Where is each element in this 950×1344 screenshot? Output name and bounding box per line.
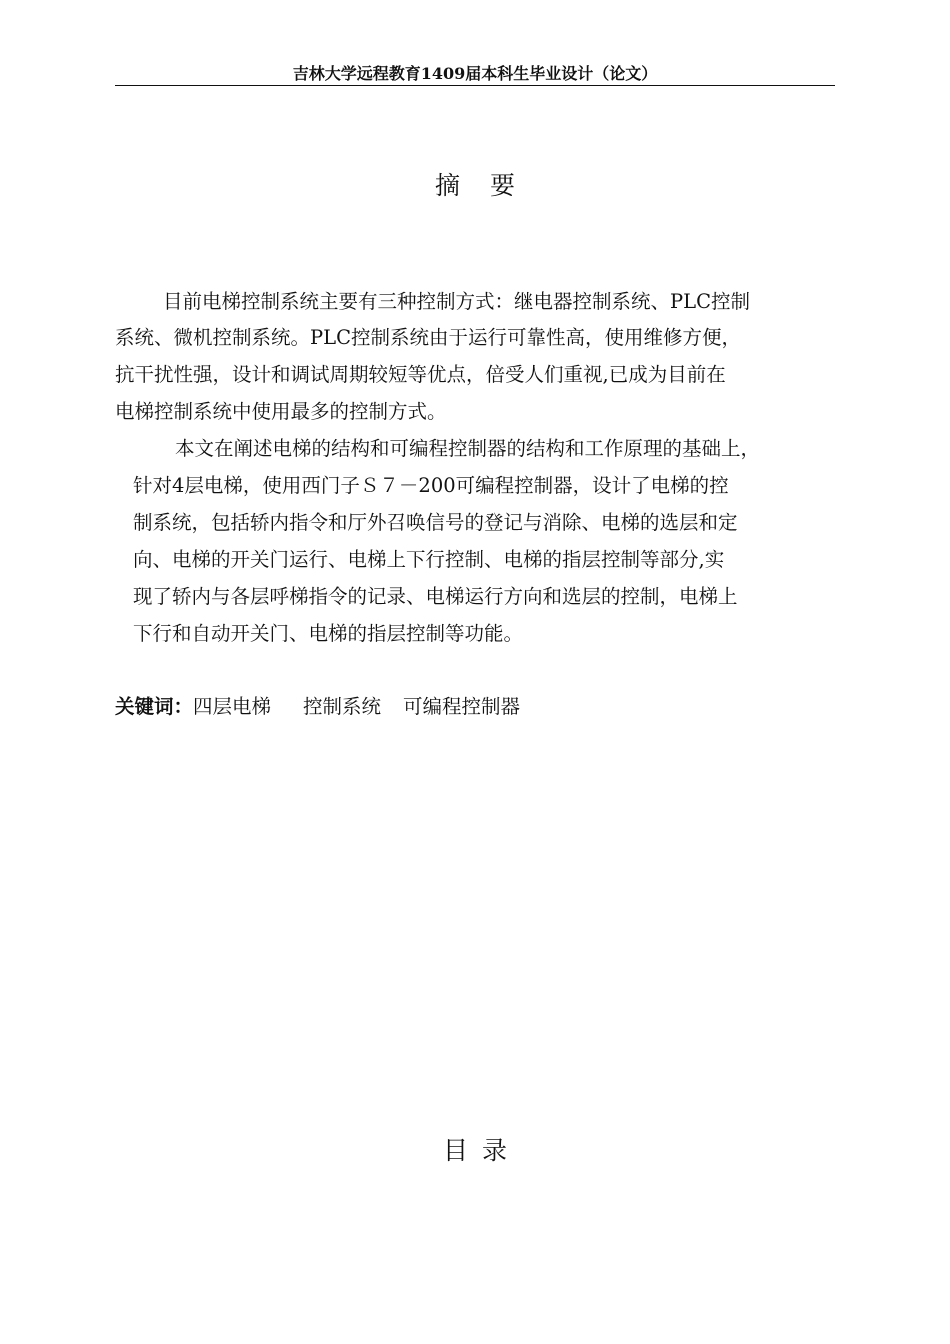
abstract-p1-line-4: 电梯控制系统中使用最多的控制方式。: [115, 400, 447, 423]
abstract-title: [0, 168, 950, 204]
abstract-p2-line-1: 本文在阐述电梯的结构和可编程控制器的结构和工作原理的基础上，: [175, 437, 761, 460]
abstract-p1-line-3: 抗干扰性强，设计和调试周期较短等优点，倍受人们重视,已成为目前在: [115, 363, 726, 386]
toc-title-char-1: 目: [442, 1136, 468, 1165]
abstract-p2-line-5: 现了轿内与各层呼梯指令的记录、电梯运行方向和选层的控制，电梯上: [133, 585, 738, 608]
abstract-p2-line-3: 制系统，包括轿内指令和厅外召唤信号的登记与消除、电梯的选层和定: [133, 511, 738, 534]
toc-title: [0, 1133, 950, 1169]
toc-title-char-2: 录: [482, 1136, 508, 1165]
abstract-p1-line-2: 系统、微机控制系统。PLC控制系统由于运行可靠性高，使用维修方便，: [115, 326, 741, 349]
keyword-item: 四层电梯: [193, 695, 272, 718]
running-header: 吉林大学远程教育1409届本科生毕业设计（论文）: [292, 64, 658, 83]
abstract-p1-line-1: 目前电梯控制系统主要有三种控制方式：继电器控制系统、PLC控制: [163, 290, 750, 313]
keyword-item: 控制系统: [303, 695, 382, 718]
keywords-label: 关键词：: [115, 695, 194, 718]
abstract-title-char-1: 摘: [434, 171, 460, 200]
abstract-p2-line-4: 向、电梯的开关门运行、电梯上下行控制、电梯的指层控制等部分,实: [133, 548, 725, 571]
header-divider: [115, 85, 835, 86]
abstract-p2-line-6: 下行和自动开关门、电梯的指层控制等功能。: [133, 622, 524, 645]
keywords-line: [115, 688, 520, 725]
abstract-title-char-2: 要: [490, 171, 516, 200]
abstract-p2-line-2: 针对4层电梯，使用西门子Ｓ７－200可编程控制器，设计了电梯的控: [133, 474, 729, 497]
keyword-item: 可编程控制器: [403, 695, 521, 718]
